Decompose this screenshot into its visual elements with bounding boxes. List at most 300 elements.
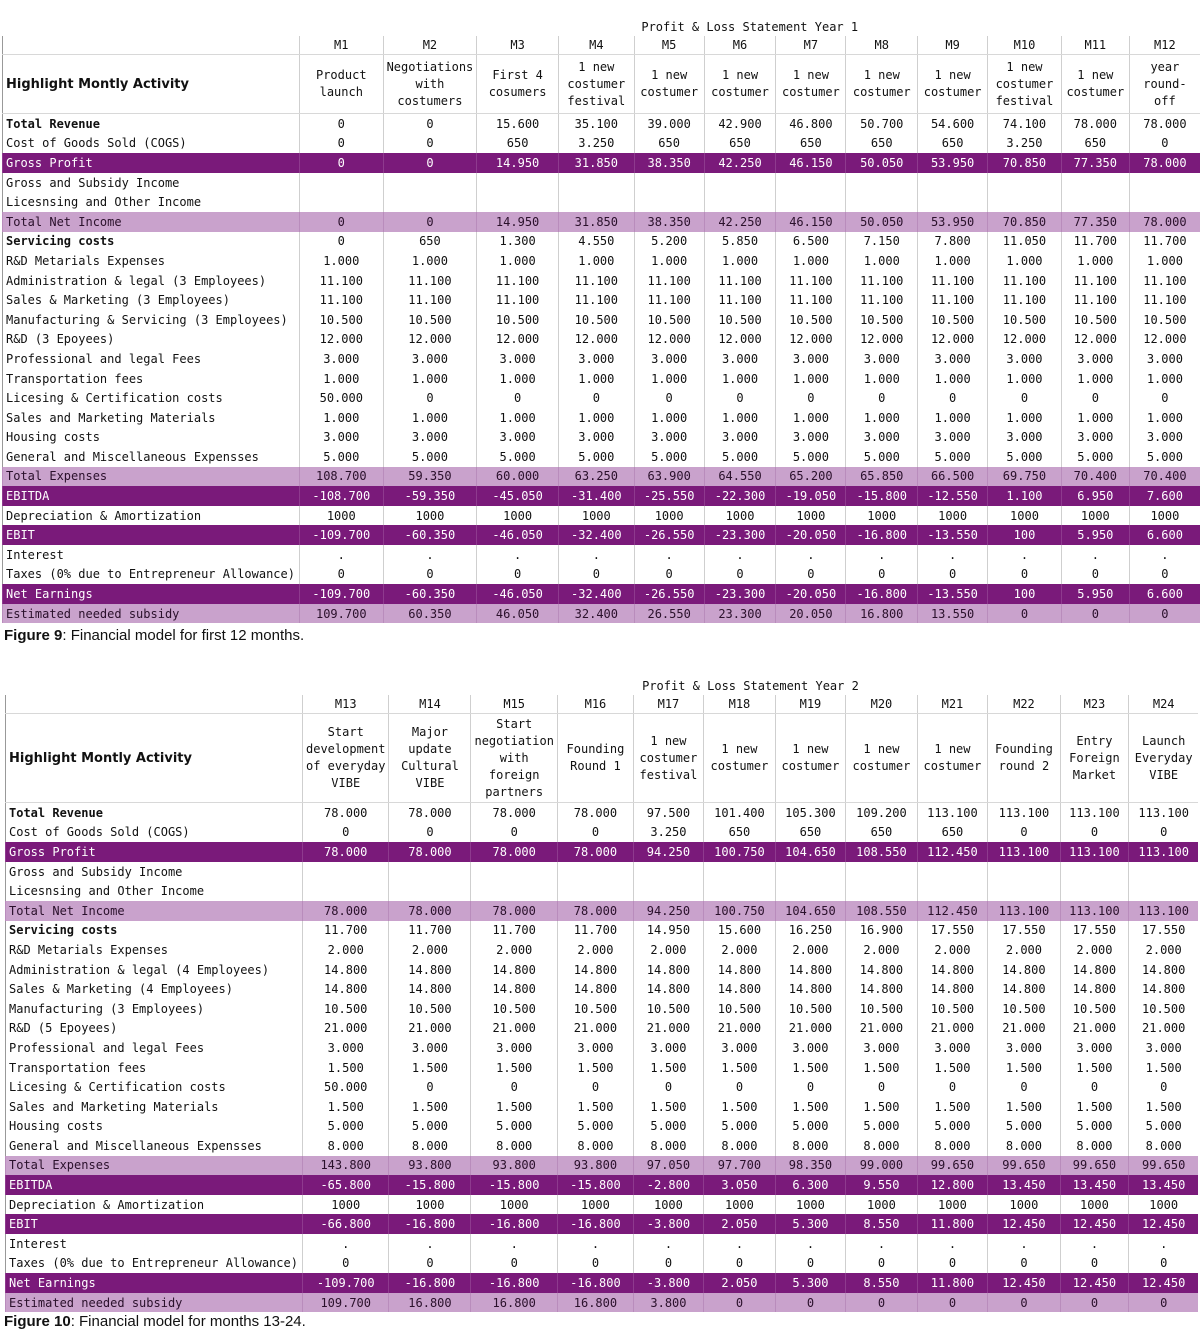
- value-cell: 2.000: [471, 940, 557, 960]
- value-cell: 10.500: [634, 310, 704, 330]
- value-cell: 20.050: [776, 604, 846, 624]
- value-cell: 0: [389, 1254, 471, 1274]
- value-cell: 94.250: [633, 842, 703, 862]
- table-row: [6, 823, 1199, 843]
- caption-label: Figure 9: [4, 627, 62, 644]
- month-header: M6: [704, 36, 776, 55]
- value-cell: 1.000: [776, 251, 846, 271]
- value-cell: 1.500: [1060, 1097, 1128, 1117]
- value-cell: 3.000: [918, 349, 988, 369]
- value-cell: 10.500: [471, 999, 557, 1019]
- value-cell: 0: [383, 565, 477, 585]
- table-row: [3, 114, 1200, 134]
- value-cell: .: [846, 545, 918, 565]
- value-cell: 113.100: [1060, 803, 1128, 823]
- value-cell: 0: [1060, 1254, 1128, 1274]
- value-cell: [988, 192, 1062, 212]
- value-cell: 1.000: [704, 251, 776, 271]
- value-cell: 0: [703, 1254, 775, 1274]
- table-row: [3, 212, 1200, 232]
- value-cell: 11.700: [389, 921, 471, 941]
- value-cell: -45.050: [477, 486, 559, 506]
- month-header: M9: [918, 36, 988, 55]
- pl-table-year2: [5, 677, 1198, 1312]
- value-cell: 1.500: [1128, 1058, 1198, 1078]
- table-row: [6, 1038, 1199, 1058]
- value-cell: 3.000: [1061, 428, 1129, 448]
- value-cell: 65.850: [846, 467, 918, 487]
- value-cell: 0: [557, 1254, 633, 1274]
- value-cell: 14.800: [633, 960, 703, 980]
- value-cell: 3.000: [303, 1038, 389, 1058]
- value-cell: 11.800: [917, 1273, 987, 1293]
- row-label: Transportation fees: [3, 369, 300, 389]
- value-cell: -65.800: [303, 1175, 389, 1195]
- row-label: EBIT: [6, 1214, 303, 1234]
- value-cell: 5.000: [703, 1117, 775, 1137]
- value-cell: 10.500: [1060, 999, 1128, 1019]
- value-cell: 21.000: [1060, 1019, 1128, 1039]
- value-cell: 78.000: [557, 901, 633, 921]
- table-row: [6, 979, 1199, 999]
- value-cell: 6.300: [775, 1175, 845, 1195]
- value-cell: -12.550: [918, 486, 988, 506]
- value-cell: 70.850: [988, 212, 1062, 232]
- value-cell: 32.400: [558, 604, 634, 624]
- row-label: Taxes (0% due to Entrepreneur Allowance): [3, 565, 300, 585]
- value-cell: 5.950: [1061, 525, 1129, 545]
- value-cell: 1.000: [704, 408, 776, 428]
- value-cell: 16.800: [557, 1293, 633, 1313]
- value-cell: -23.300: [704, 584, 776, 604]
- activity-cell: Entry Foreign Market: [1060, 714, 1128, 803]
- value-cell: 109.200: [845, 803, 917, 823]
- value-cell: 70.400: [1061, 467, 1129, 487]
- row-label: Sales & Marketing (4 Employees): [6, 979, 303, 999]
- activity-cell: year round-off: [1129, 55, 1200, 114]
- value-cell: [1061, 173, 1129, 193]
- value-cell: 5.000: [1060, 1117, 1128, 1137]
- value-cell: 1000: [703, 1195, 775, 1215]
- value-cell: 0: [988, 565, 1062, 585]
- value-cell: 78.000: [557, 842, 633, 862]
- value-cell: 0: [477, 388, 559, 408]
- value-cell: 1.000: [846, 369, 918, 389]
- month-header: M24: [1128, 695, 1198, 714]
- row-label: Professional and legal Fees: [3, 349, 300, 369]
- value-cell: 5.000: [299, 447, 383, 467]
- value-cell: .: [633, 1234, 703, 1254]
- value-cell: 10.500: [1128, 999, 1198, 1019]
- value-cell: 97.050: [633, 1156, 703, 1176]
- value-cell: .: [776, 545, 846, 565]
- value-cell: 13.450: [1060, 1175, 1128, 1195]
- table-row: [6, 940, 1199, 960]
- table-row: [6, 901, 1199, 921]
- value-cell: [558, 173, 634, 193]
- value-cell: 10.500: [383, 310, 477, 330]
- table-row: [6, 999, 1199, 1019]
- value-cell: 14.800: [389, 960, 471, 980]
- value-cell: 60.350: [383, 604, 477, 624]
- value-cell: .: [1060, 1234, 1128, 1254]
- value-cell: 14.800: [1060, 960, 1128, 980]
- value-cell: 3.000: [988, 428, 1062, 448]
- value-cell: 1000: [846, 506, 918, 526]
- value-cell: 2.000: [845, 940, 917, 960]
- value-cell: 10.500: [389, 999, 471, 1019]
- value-cell: 109.700: [303, 1293, 389, 1313]
- value-cell: 0: [557, 1077, 633, 1097]
- value-cell: 5.000: [389, 1117, 471, 1137]
- value-cell: 8.000: [703, 1136, 775, 1156]
- value-cell: 1.000: [477, 408, 559, 428]
- table-row: [3, 388, 1200, 408]
- value-cell: 93.800: [471, 1156, 557, 1176]
- value-cell: -25.550: [634, 486, 704, 506]
- value-cell: 0: [775, 1254, 845, 1274]
- value-cell: 5.000: [704, 447, 776, 467]
- table-row: [6, 1293, 1199, 1313]
- value-cell: 10.500: [988, 310, 1062, 330]
- row-label: Administration & legal (4 Employees): [6, 960, 303, 980]
- table-row: [6, 1175, 1199, 1195]
- value-cell: 14.950: [477, 212, 559, 232]
- value-cell: 1.500: [775, 1058, 845, 1078]
- value-cell: 3.000: [634, 428, 704, 448]
- value-cell: 11.100: [634, 271, 704, 291]
- value-cell: 0: [776, 565, 846, 585]
- value-cell: 1.500: [557, 1058, 633, 1078]
- value-cell: 0: [987, 823, 1060, 843]
- value-cell: 0: [299, 134, 383, 154]
- value-cell: -46.050: [477, 584, 559, 604]
- value-cell: .: [918, 545, 988, 565]
- value-cell: 78.000: [389, 803, 471, 823]
- activity-cell: 1 new costumer: [704, 55, 776, 114]
- value-cell: 31.850: [558, 212, 634, 232]
- value-cell: 0: [987, 1077, 1060, 1097]
- month-header: M20: [845, 695, 917, 714]
- value-cell: 14.800: [987, 979, 1060, 999]
- value-cell: 78.000: [303, 803, 389, 823]
- month-header: M21: [917, 695, 987, 714]
- pl-table: [5, 677, 1198, 1312]
- value-cell: .: [299, 545, 383, 565]
- value-cell: 10.500: [704, 310, 776, 330]
- month-header-row: [6, 695, 1199, 714]
- value-cell: 113.100: [1128, 901, 1198, 921]
- value-cell: [299, 192, 383, 212]
- value-cell: 16.800: [471, 1293, 557, 1313]
- value-cell: -19.050: [776, 486, 846, 506]
- value-cell: 17.550: [1128, 921, 1198, 941]
- value-cell: 0: [988, 388, 1062, 408]
- value-cell: 3.050: [703, 1175, 775, 1195]
- value-cell: 50.050: [846, 212, 918, 232]
- value-cell: 11.100: [1129, 271, 1200, 291]
- table-row: [6, 881, 1199, 901]
- value-cell: 1.000: [846, 251, 918, 271]
- value-cell: [633, 862, 703, 882]
- value-cell: 0: [1129, 604, 1200, 624]
- value-cell: 8.000: [775, 1136, 845, 1156]
- value-cell: 1.500: [775, 1097, 845, 1117]
- value-cell: 99.650: [1060, 1156, 1128, 1176]
- row-label: Licesnsing and Other Income: [6, 881, 303, 901]
- value-cell: .: [1129, 545, 1200, 565]
- value-cell: 650: [634, 134, 704, 154]
- value-cell: 0: [1061, 565, 1129, 585]
- value-cell: 11.100: [1129, 290, 1200, 310]
- value-cell: 1.500: [633, 1058, 703, 1078]
- value-cell: [846, 173, 918, 193]
- value-cell: 1000: [558, 506, 634, 526]
- value-cell: 5.850: [704, 232, 776, 252]
- value-cell: -15.800: [389, 1175, 471, 1195]
- value-cell: 5.000: [1129, 447, 1200, 467]
- value-cell: [918, 192, 988, 212]
- value-cell: [471, 881, 557, 901]
- value-cell: 1000: [1060, 1195, 1128, 1215]
- value-cell: 0: [383, 388, 477, 408]
- value-cell: 46.050: [477, 604, 559, 624]
- value-cell: 1.500: [471, 1097, 557, 1117]
- value-cell: 14.800: [389, 979, 471, 999]
- value-cell: 8.550: [845, 1273, 917, 1293]
- value-cell: 3.000: [383, 349, 477, 369]
- value-cell: [477, 192, 559, 212]
- value-cell: 13.450: [1128, 1175, 1198, 1195]
- value-cell: [634, 192, 704, 212]
- value-cell: 1.000: [988, 251, 1062, 271]
- value-cell: 0: [846, 388, 918, 408]
- value-cell: .: [1061, 545, 1129, 565]
- value-cell: 1.500: [703, 1097, 775, 1117]
- value-cell: -31.400: [558, 486, 634, 506]
- value-cell: 650: [845, 823, 917, 843]
- value-cell: 113.100: [1060, 901, 1128, 921]
- value-cell: 112.450: [917, 901, 987, 921]
- activity-cell: 1 new costumer: [845, 714, 917, 803]
- value-cell: 94.250: [633, 901, 703, 921]
- value-cell: 38.350: [634, 212, 704, 232]
- value-cell: 3.000: [633, 1038, 703, 1058]
- value-cell: 38.350: [634, 153, 704, 173]
- value-cell: 1000: [845, 1195, 917, 1215]
- row-label: R&D (3 Epoyees): [3, 330, 300, 350]
- value-cell: -3.800: [633, 1214, 703, 1234]
- value-cell: 5.000: [776, 447, 846, 467]
- value-cell: 1000: [776, 506, 846, 526]
- value-cell: 0: [471, 823, 557, 843]
- value-cell: 0: [1060, 1077, 1128, 1097]
- month-header: M14: [389, 695, 471, 714]
- value-cell: 78.000: [1061, 114, 1129, 134]
- value-cell: 3.800: [633, 1293, 703, 1313]
- value-cell: 8.000: [389, 1136, 471, 1156]
- value-cell: 11.700: [1061, 232, 1129, 252]
- value-cell: 5.000: [477, 447, 559, 467]
- row-label: Manufacturing & Servicing (3 Employees): [3, 310, 300, 330]
- month-header: M4: [558, 36, 634, 55]
- value-cell: .: [303, 1234, 389, 1254]
- value-cell: 14.800: [987, 960, 1060, 980]
- value-cell: 10.500: [917, 999, 987, 1019]
- value-cell: 14.800: [775, 979, 845, 999]
- value-cell: 78.000: [303, 842, 389, 862]
- value-cell: 0: [703, 1293, 775, 1313]
- value-cell: -3.800: [633, 1273, 703, 1293]
- value-cell: 14.800: [917, 979, 987, 999]
- value-cell: .: [634, 545, 704, 565]
- value-cell: 46.800: [776, 114, 846, 134]
- value-cell: 14.800: [703, 979, 775, 999]
- value-cell: 3.000: [1060, 1038, 1128, 1058]
- table-row: [3, 565, 1200, 585]
- month-header: M13: [303, 695, 389, 714]
- value-cell: 1.500: [303, 1097, 389, 1117]
- value-cell: 1000: [299, 506, 383, 526]
- value-cell: 3.000: [1129, 428, 1200, 448]
- value-cell: -32.400: [558, 584, 634, 604]
- value-cell: 11.700: [557, 921, 633, 941]
- value-cell: 11.100: [477, 271, 559, 291]
- value-cell: 5.000: [988, 447, 1062, 467]
- value-cell: 14.800: [845, 960, 917, 980]
- value-cell: 14.800: [303, 960, 389, 980]
- value-cell: .: [917, 1234, 987, 1254]
- value-cell: 0: [775, 1077, 845, 1097]
- value-cell: -109.700: [299, 525, 383, 545]
- value-cell: 50.700: [846, 114, 918, 134]
- value-cell: 9.550: [845, 1175, 917, 1195]
- table-row: [6, 1058, 1199, 1078]
- value-cell: 11.100: [299, 271, 383, 291]
- value-cell: -59.350: [383, 486, 477, 506]
- value-cell: .: [383, 545, 477, 565]
- value-cell: 1.000: [634, 369, 704, 389]
- value-cell: 1.000: [704, 369, 776, 389]
- value-cell: 15.600: [477, 114, 559, 134]
- value-cell: 42.250: [704, 153, 776, 173]
- month-header: M16: [557, 695, 633, 714]
- value-cell: 113.100: [917, 803, 987, 823]
- value-cell: 53.950: [918, 153, 988, 173]
- value-cell: 12.000: [704, 330, 776, 350]
- value-cell: 0: [471, 1077, 557, 1097]
- value-cell: 0: [383, 153, 477, 173]
- value-cell: 12.450: [1128, 1214, 1198, 1234]
- value-cell: [703, 862, 775, 882]
- table-row: [3, 251, 1200, 271]
- value-cell: 42.900: [704, 114, 776, 134]
- table-row: [3, 525, 1200, 545]
- value-cell: -66.800: [303, 1214, 389, 1234]
- value-cell: .: [477, 545, 559, 565]
- value-cell: 0: [1060, 1293, 1128, 1313]
- value-cell: 1.000: [918, 369, 988, 389]
- value-cell: 650: [1061, 134, 1129, 154]
- value-cell: 1.000: [477, 251, 559, 271]
- value-cell: 12.450: [987, 1273, 1060, 1293]
- value-cell: 13.450: [987, 1175, 1060, 1195]
- value-cell: 5.000: [918, 447, 988, 467]
- value-cell: 23.300: [704, 604, 776, 624]
- value-cell: 8.000: [303, 1136, 389, 1156]
- value-cell: 21.000: [775, 1019, 845, 1039]
- value-cell: 0: [987, 1293, 1060, 1313]
- value-cell: 12.000: [383, 330, 477, 350]
- row-label: EBITDA: [6, 1175, 303, 1195]
- value-cell: [845, 881, 917, 901]
- value-cell: -23.300: [704, 525, 776, 545]
- activity-label: Highlight Montly Activity: [3, 55, 300, 114]
- value-cell: [775, 862, 845, 882]
- value-cell: 2.000: [1060, 940, 1128, 960]
- value-cell: 59.350: [383, 467, 477, 487]
- value-cell: 17.550: [917, 921, 987, 941]
- value-cell: 8.000: [917, 1136, 987, 1156]
- value-cell: 11.100: [846, 290, 918, 310]
- value-cell: 11.100: [558, 271, 634, 291]
- value-cell: 6.600: [1129, 525, 1200, 545]
- value-cell: 0: [471, 1254, 557, 1274]
- value-cell: 1000: [1129, 506, 1200, 526]
- row-label: Estimated needed subsidy: [3, 604, 300, 624]
- value-cell: 1.500: [987, 1058, 1060, 1078]
- value-cell: 0: [299, 212, 383, 232]
- value-cell: 10.500: [558, 310, 634, 330]
- value-cell: 0: [634, 388, 704, 408]
- row-label: Cost of Goods Sold (COGS): [3, 134, 300, 154]
- value-cell: 3.000: [389, 1038, 471, 1058]
- value-cell: [918, 173, 988, 193]
- value-cell: 1.000: [1061, 408, 1129, 428]
- value-cell: 3.000: [846, 349, 918, 369]
- value-cell: .: [1128, 1234, 1198, 1254]
- value-cell: 70.400: [1129, 467, 1200, 487]
- value-cell: 3.000: [558, 349, 634, 369]
- value-cell: 78.000: [471, 901, 557, 921]
- figure-caption: [4, 1313, 306, 1330]
- value-cell: 11.800: [917, 1214, 987, 1234]
- value-cell: 2.050: [703, 1214, 775, 1234]
- row-label: Administration & legal (3 Employees): [3, 271, 300, 291]
- value-cell: 0: [846, 565, 918, 585]
- value-cell: 650: [383, 232, 477, 252]
- row-label: Servicing costs: [3, 232, 300, 252]
- row-label: R&D Metarials Expenses: [3, 251, 300, 271]
- value-cell: -60.350: [383, 525, 477, 545]
- value-cell: 3.000: [558, 428, 634, 448]
- value-cell: 0: [918, 565, 988, 585]
- value-cell: 0: [845, 1254, 917, 1274]
- value-cell: 0: [383, 114, 477, 134]
- value-cell: 1.000: [1129, 408, 1200, 428]
- value-cell: 3.000: [704, 349, 776, 369]
- value-cell: 0: [845, 1077, 917, 1097]
- value-cell: 0: [988, 604, 1062, 624]
- value-cell: -109.700: [303, 1273, 389, 1293]
- value-cell: 12.000: [1061, 330, 1129, 350]
- value-cell: 10.500: [846, 310, 918, 330]
- table-row: [3, 271, 1200, 291]
- value-cell: 10.500: [703, 999, 775, 1019]
- value-cell: 1000: [389, 1195, 471, 1215]
- value-cell: 0: [389, 823, 471, 843]
- value-cell: 7.600: [1129, 486, 1200, 506]
